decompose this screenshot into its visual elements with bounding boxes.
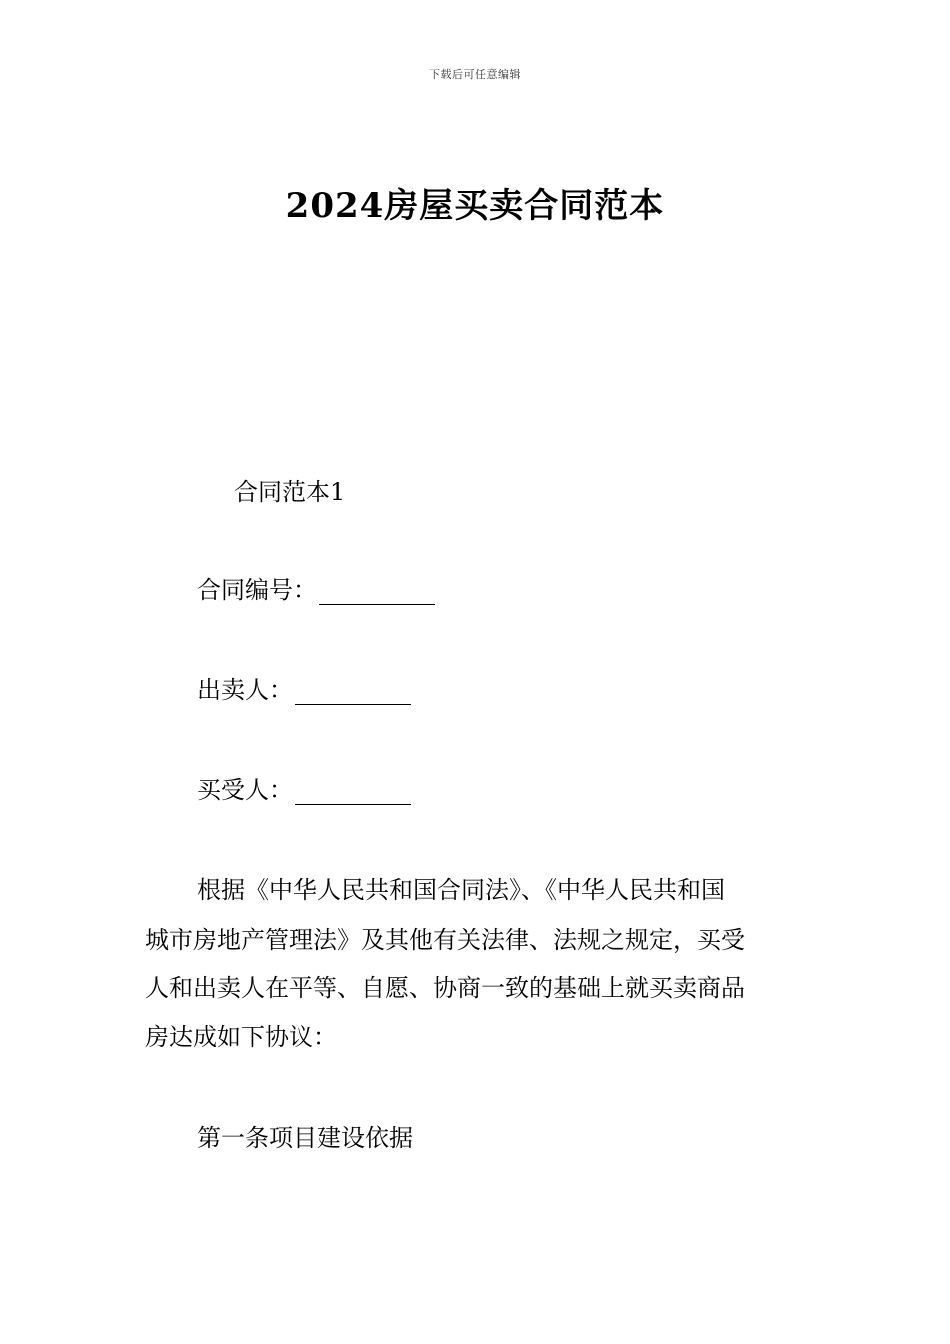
buyer-blank	[295, 778, 411, 805]
contract-number-field	[197, 570, 435, 605]
seller-field	[197, 670, 411, 705]
seller-label: 出卖人：	[197, 676, 293, 704]
paragraph-line-2: 城市房地产管理法》及其他有关法律、法规之规定，买受	[145, 926, 745, 954]
paragraph-line-4: 房达成如下协议：	[145, 1023, 337, 1051]
paragraph-line-1: 根据《中华人民共和国合同法》、《中华人民共和国	[197, 876, 725, 904]
buyer-field	[197, 770, 411, 805]
document-title: 2024房屋买卖合同范本	[285, 186, 665, 226]
buyer-label: 买受人：	[197, 776, 293, 804]
contract-number-blank	[319, 578, 435, 605]
contract-subtitle: 合同范本1	[234, 478, 346, 506]
paragraph-line-3: 人和出卖人在平等、自愿、协商一致的基础上就买卖商品	[145, 974, 745, 1002]
contract-number-label: 合同编号：	[197, 576, 317, 604]
article-heading: 第一条项目建设依据	[197, 1124, 413, 1152]
header-note: 下载后可任意编辑	[429, 68, 521, 81]
seller-blank	[295, 678, 411, 705]
